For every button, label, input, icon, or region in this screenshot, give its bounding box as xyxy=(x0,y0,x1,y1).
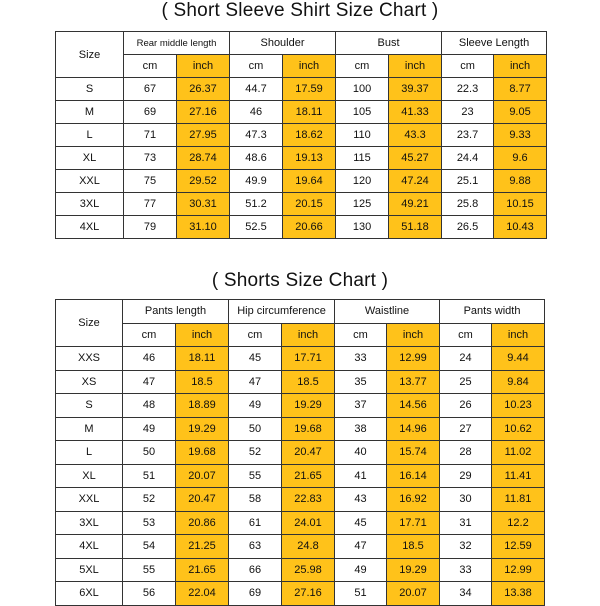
cm-cell: 49 xyxy=(123,417,176,441)
inch-cell: 20.07 xyxy=(387,582,440,606)
inch-cell: 9.6 xyxy=(494,147,547,170)
cm-cell: 22.3 xyxy=(442,78,494,101)
size-header: Size xyxy=(56,300,123,347)
unit-cm-header: cm xyxy=(124,55,177,78)
cm-cell: 25 xyxy=(440,370,492,394)
inch-cell: 9.05 xyxy=(494,101,547,124)
inch-cell: 19.68 xyxy=(282,417,335,441)
size-cell: 4XL xyxy=(56,216,124,239)
inch-cell: 27.16 xyxy=(177,101,230,124)
cm-cell: 63 xyxy=(229,535,282,559)
inch-cell: 27.95 xyxy=(177,124,230,147)
inch-cell: 45.27 xyxy=(389,147,442,170)
inch-cell: 24.01 xyxy=(282,511,335,535)
unit-cm-header: cm xyxy=(123,323,176,347)
cm-cell: 25.1 xyxy=(442,170,494,193)
cm-cell: 49 xyxy=(335,558,387,582)
cm-cell: 23 xyxy=(442,101,494,124)
cm-cell: 67 xyxy=(124,78,177,101)
cm-cell: 51 xyxy=(335,582,387,606)
inch-cell: 19.29 xyxy=(282,394,335,418)
inch-cell: 9.88 xyxy=(494,170,547,193)
cm-cell: 53 xyxy=(123,511,176,535)
unit-cm-header: cm xyxy=(336,55,389,78)
inch-cell: 20.47 xyxy=(282,441,335,465)
cm-cell: 30 xyxy=(440,488,492,512)
size-cell: 3XL xyxy=(56,193,124,216)
inch-cell: 21.25 xyxy=(176,535,229,559)
inch-cell: 14.56 xyxy=(387,394,440,418)
cm-cell: 75 xyxy=(124,170,177,193)
inch-cell: 18.5 xyxy=(176,370,229,394)
cm-cell: 120 xyxy=(336,170,389,193)
cm-cell: 51 xyxy=(123,464,176,488)
inch-cell: 9.84 xyxy=(492,370,545,394)
cm-cell: 52 xyxy=(123,488,176,512)
inch-cell: 10.23 xyxy=(492,394,545,418)
inch-cell: 41.33 xyxy=(389,101,442,124)
inch-cell: 22.04 xyxy=(176,582,229,606)
inch-cell: 30.31 xyxy=(177,193,230,216)
cm-cell: 34 xyxy=(440,582,492,606)
inch-cell: 12.99 xyxy=(492,558,545,582)
cm-cell: 105 xyxy=(336,101,389,124)
cm-cell: 55 xyxy=(123,558,176,582)
cm-cell: 49 xyxy=(229,394,282,418)
size-cell: XS xyxy=(56,370,123,394)
cm-cell: 32 xyxy=(440,535,492,559)
inch-cell: 47.24 xyxy=(389,170,442,193)
cm-cell: 52 xyxy=(229,441,282,465)
inch-cell: 21.65 xyxy=(282,464,335,488)
cm-cell: 130 xyxy=(336,216,389,239)
inch-cell: 16.14 xyxy=(387,464,440,488)
inch-cell: 43.3 xyxy=(389,124,442,147)
inch-cell: 16.92 xyxy=(387,488,440,512)
cm-cell: 50 xyxy=(123,441,176,465)
group-header-sleeve-length: Sleeve Length xyxy=(442,32,547,55)
cm-cell: 44.7 xyxy=(230,78,283,101)
size-cell: XXL xyxy=(56,170,124,193)
cm-cell: 24 xyxy=(440,347,492,371)
inch-cell: 19.29 xyxy=(387,558,440,582)
table-row xyxy=(56,582,545,606)
cm-cell: 50 xyxy=(229,417,282,441)
size-cell: 4XL xyxy=(56,535,123,559)
unit-inch-header: inch xyxy=(176,323,229,347)
inch-cell: 39.37 xyxy=(389,78,442,101)
inch-cell: 9.33 xyxy=(494,124,547,147)
unit-inch-header: inch xyxy=(387,323,440,347)
cm-cell: 66 xyxy=(229,558,282,582)
cm-cell: 33 xyxy=(335,347,387,371)
inch-cell: 24.8 xyxy=(282,535,335,559)
unit-cm-header: cm xyxy=(442,55,494,78)
cm-cell: 58 xyxy=(229,488,282,512)
size-cell: 6XL xyxy=(56,582,123,606)
inch-cell: 15.74 xyxy=(387,441,440,465)
group-header-hip-circumference: Hip circumference xyxy=(229,300,335,324)
cm-cell: 28 xyxy=(440,441,492,465)
unit-inch-header: inch xyxy=(282,323,335,347)
cm-cell: 61 xyxy=(229,511,282,535)
size-cell: L xyxy=(56,124,124,147)
table-row xyxy=(56,394,545,418)
inch-cell: 12.99 xyxy=(387,347,440,371)
cm-cell: 125 xyxy=(336,193,389,216)
inch-cell: 26.37 xyxy=(177,78,230,101)
inch-cell: 29.52 xyxy=(177,170,230,193)
inch-cell: 20.07 xyxy=(176,464,229,488)
unit-inch-header: inch xyxy=(389,55,442,78)
cm-cell: 100 xyxy=(336,78,389,101)
unit-cm-header: cm xyxy=(230,55,283,78)
inch-cell: 9.44 xyxy=(492,347,545,371)
inch-cell: 14.96 xyxy=(387,417,440,441)
group-header-rear-middle-length: Rear middle length xyxy=(124,32,230,55)
cm-cell: 24.4 xyxy=(442,147,494,170)
table-row xyxy=(56,101,547,124)
cm-cell: 77 xyxy=(124,193,177,216)
inch-cell: 19.64 xyxy=(283,170,336,193)
cm-cell: 38 xyxy=(335,417,387,441)
inch-cell: 22.83 xyxy=(282,488,335,512)
cm-cell: 43 xyxy=(335,488,387,512)
size-cell: M xyxy=(56,417,123,441)
table-row xyxy=(56,511,545,535)
cm-cell: 115 xyxy=(336,147,389,170)
group-header-waistline: Waistline xyxy=(335,300,440,324)
inch-cell: 11.41 xyxy=(492,464,545,488)
table-row xyxy=(56,216,547,239)
inch-cell: 19.29 xyxy=(176,417,229,441)
cm-cell: 49.9 xyxy=(230,170,283,193)
cm-cell: 33 xyxy=(440,558,492,582)
cm-cell: 71 xyxy=(124,124,177,147)
table-row xyxy=(56,441,545,465)
inch-cell: 20.47 xyxy=(176,488,229,512)
cm-cell: 73 xyxy=(124,147,177,170)
cm-cell: 46 xyxy=(123,347,176,371)
inch-cell: 17.59 xyxy=(283,78,336,101)
inch-cell: 10.15 xyxy=(494,193,547,216)
inch-cell: 18.5 xyxy=(387,535,440,559)
unit-inch-header: inch xyxy=(283,55,336,78)
cm-cell: 23.7 xyxy=(442,124,494,147)
inch-cell: 19.13 xyxy=(283,147,336,170)
unit-cm-header: cm xyxy=(335,323,387,347)
size-cell: XXS xyxy=(56,347,123,371)
table-row xyxy=(56,78,547,101)
table-row xyxy=(56,464,545,488)
table-row xyxy=(56,147,547,170)
cm-cell: 48.6 xyxy=(230,147,283,170)
group-header-pants-width: Pants width xyxy=(440,300,545,324)
shirt-size-table xyxy=(55,31,547,239)
group-header-bust: Bust xyxy=(336,32,442,55)
table-row xyxy=(56,347,545,371)
inch-cell: 8.77 xyxy=(494,78,547,101)
shorts-size-table xyxy=(55,299,545,606)
cm-cell: 47 xyxy=(123,370,176,394)
cm-cell: 29 xyxy=(440,464,492,488)
inch-cell: 12.2 xyxy=(492,511,545,535)
inch-cell: 10.43 xyxy=(494,216,547,239)
inch-cell: 20.15 xyxy=(283,193,336,216)
cm-cell: 56 xyxy=(123,582,176,606)
inch-cell: 18.11 xyxy=(176,347,229,371)
size-cell: S xyxy=(56,78,124,101)
size-cell: S xyxy=(56,394,123,418)
cm-cell: 47.3 xyxy=(230,124,283,147)
inch-cell: 17.71 xyxy=(387,511,440,535)
table-row xyxy=(56,417,545,441)
inch-cell: 11.02 xyxy=(492,441,545,465)
table-row xyxy=(56,193,547,216)
cm-cell: 26.5 xyxy=(442,216,494,239)
cm-cell: 55 xyxy=(229,464,282,488)
size-cell: XL xyxy=(56,147,124,170)
inch-cell: 25.98 xyxy=(282,558,335,582)
cm-cell: 47 xyxy=(335,535,387,559)
inch-cell: 49.21 xyxy=(389,193,442,216)
table-row xyxy=(56,488,545,512)
size-cell: L xyxy=(56,441,123,465)
cm-cell: 69 xyxy=(229,582,282,606)
inch-cell: 13.38 xyxy=(492,582,545,606)
table-row xyxy=(56,124,547,147)
size-cell: XL xyxy=(56,464,123,488)
inch-cell: 20.86 xyxy=(176,511,229,535)
inch-cell: 18.11 xyxy=(283,101,336,124)
table-row xyxy=(56,558,545,582)
cm-cell: 41 xyxy=(335,464,387,488)
cm-cell: 25.8 xyxy=(442,193,494,216)
inch-cell: 28.74 xyxy=(177,147,230,170)
cm-cell: 52.5 xyxy=(230,216,283,239)
inch-cell: 17.71 xyxy=(282,347,335,371)
unit-cm-header: cm xyxy=(229,323,282,347)
inch-cell: 21.65 xyxy=(176,558,229,582)
inch-cell: 13.77 xyxy=(387,370,440,394)
shorts-chart-title: ( Shorts Size Chart ) xyxy=(211,270,389,291)
table-row xyxy=(56,370,545,394)
unit-inch-header: inch xyxy=(177,55,230,78)
inch-cell: 31.10 xyxy=(177,216,230,239)
inch-cell: 27.16 xyxy=(282,582,335,606)
size-cell: XXL xyxy=(56,488,123,512)
unit-inch-header: inch xyxy=(492,323,545,347)
inch-cell: 18.89 xyxy=(176,394,229,418)
unit-cm-header: cm xyxy=(440,323,492,347)
cm-cell: 51.2 xyxy=(230,193,283,216)
inch-cell: 51.18 xyxy=(389,216,442,239)
cm-cell: 26 xyxy=(440,394,492,418)
cm-cell: 37 xyxy=(335,394,387,418)
inch-cell: 18.62 xyxy=(283,124,336,147)
cm-cell: 31 xyxy=(440,511,492,535)
table-row xyxy=(56,170,547,193)
shirt-chart-title: ( Short Sleeve Shirt Size Chart ) xyxy=(161,0,439,21)
cm-cell: 79 xyxy=(124,216,177,239)
group-header-pants-length: Pants length xyxy=(123,300,229,324)
size-cell: 5XL xyxy=(56,558,123,582)
size-header: Size xyxy=(56,32,124,78)
cm-cell: 54 xyxy=(123,535,176,559)
cm-cell: 48 xyxy=(123,394,176,418)
cm-cell: 47 xyxy=(229,370,282,394)
cm-cell: 45 xyxy=(335,511,387,535)
cm-cell: 45 xyxy=(229,347,282,371)
group-header-shoulder: Shoulder xyxy=(230,32,336,55)
unit-inch-header: inch xyxy=(494,55,547,78)
table-row xyxy=(56,535,545,559)
cm-cell: 110 xyxy=(336,124,389,147)
cm-cell: 40 xyxy=(335,441,387,465)
inch-cell: 19.68 xyxy=(176,441,229,465)
cm-cell: 35 xyxy=(335,370,387,394)
size-cell: M xyxy=(56,101,124,124)
size-cell: 3XL xyxy=(56,511,123,535)
cm-cell: 69 xyxy=(124,101,177,124)
inch-cell: 10.62 xyxy=(492,417,545,441)
inch-cell: 12.59 xyxy=(492,535,545,559)
inch-cell: 11.81 xyxy=(492,488,545,512)
inch-cell: 20.66 xyxy=(283,216,336,239)
inch-cell: 18.5 xyxy=(282,370,335,394)
cm-cell: 46 xyxy=(230,101,283,124)
cm-cell: 27 xyxy=(440,417,492,441)
